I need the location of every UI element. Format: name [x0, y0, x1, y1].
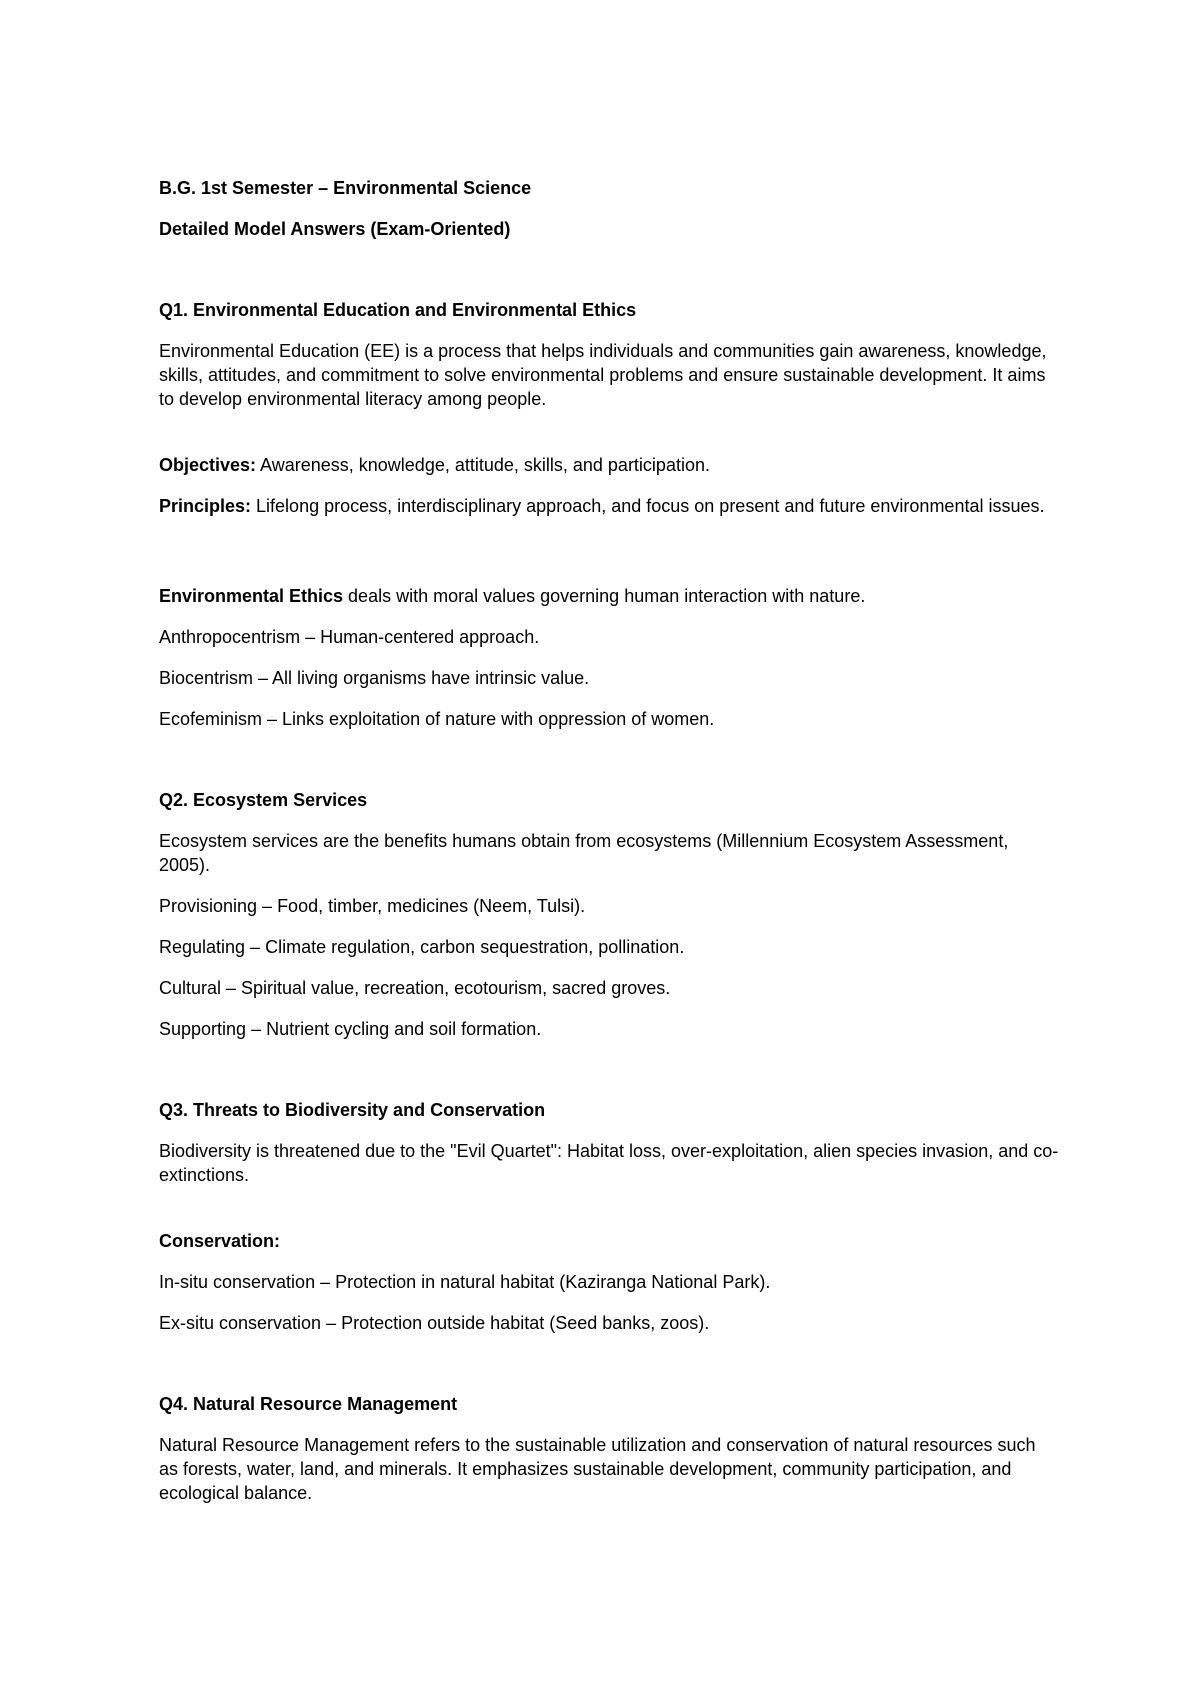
ethics-text: deals with moral values governing human interaction with nature. — [343, 586, 866, 606]
q3-intro: Biodiversity is threatened due to the "Evil Quartet": Habitat loss, over-exploitation, alien species invasion, and co-extinctions. — [159, 1141, 1059, 1185]
objectives-label: Objectives: — [159, 455, 257, 475]
ethics-label: Environmental Ethics — [159, 586, 344, 606]
q2-heading: Q2. Ecosystem Services — [159, 790, 368, 810]
principles-text: Lifelong process, interdisciplinary approach, and focus on present and future environmental issues. — [251, 496, 1045, 516]
q1-anthropocentrism: Anthropocentrism – Human-centered approach. — [159, 627, 540, 647]
objectives-text: Awareness, knowledge, attitude, skills, and participation. — [256, 455, 710, 475]
q2-supporting: Supporting – Nutrient cycling and soil formation. — [159, 1019, 542, 1039]
principles-label: Principles: — [159, 496, 252, 516]
q3-heading: Q3. Threats to Biodiversity and Conservation — [159, 1100, 546, 1120]
q4-heading: Q4. Natural Resource Management — [159, 1394, 458, 1414]
q1-biocentrism: Biocentrism – All living organisms have intrinsic value. — [159, 668, 590, 688]
q3-ex-situ: Ex-situ conservation – Protection outside habitat (Seed banks, zoos). — [159, 1313, 710, 1333]
q1-ecofeminism: Ecofeminism – Links exploitation of nature with oppression of women. — [159, 709, 715, 729]
document-title: B.G. 1st Semester – Environmental Science — [159, 178, 532, 198]
document-subtitle: Detailed Model Answers (Exam-Oriented) — [159, 219, 511, 239]
q1-objectives — [159, 453, 1059, 477]
q1-ethics — [159, 584, 1059, 608]
q2-regulating: Regulating – Climate regulation, carbon sequestration, pollination. — [159, 937, 685, 957]
q4-intro: Natural Resource Management refers to the sustainable utilization and conservation of natural resources such as forests, water, land, and minerals. It emphasizes sustainable development, community participation, and ecological balance. — [159, 1435, 1036, 1503]
q1-principles — [159, 494, 1059, 518]
q2-provisioning: Provisioning – Food, timber, medicines (Neem, Tulsi). — [159, 896, 586, 916]
q3-conservation-label: Conservation: — [159, 1231, 281, 1251]
q2-intro: Ecosystem services are the benefits humans obtain from ecosystems (Millennium Ecosystem Assessment, 2005). — [159, 831, 1009, 875]
q1-intro: Environmental Education (EE) is a process that helps individuals and communities gain awareness, knowledge, skills, attitudes, and commitment to solve environmental problems and ensure sustainable development. It aims to develop environmental literacy among people. — [159, 341, 1047, 409]
q3-in-situ: In-situ conservation – Protection in natural habitat (Kaziranga National Park). — [159, 1272, 771, 1292]
q2-cultural: Cultural – Spiritual value, recreation, ecotourism, sacred groves. — [159, 978, 671, 998]
q1-heading: Q1. Environmental Education and Environmental Ethics — [159, 300, 637, 320]
